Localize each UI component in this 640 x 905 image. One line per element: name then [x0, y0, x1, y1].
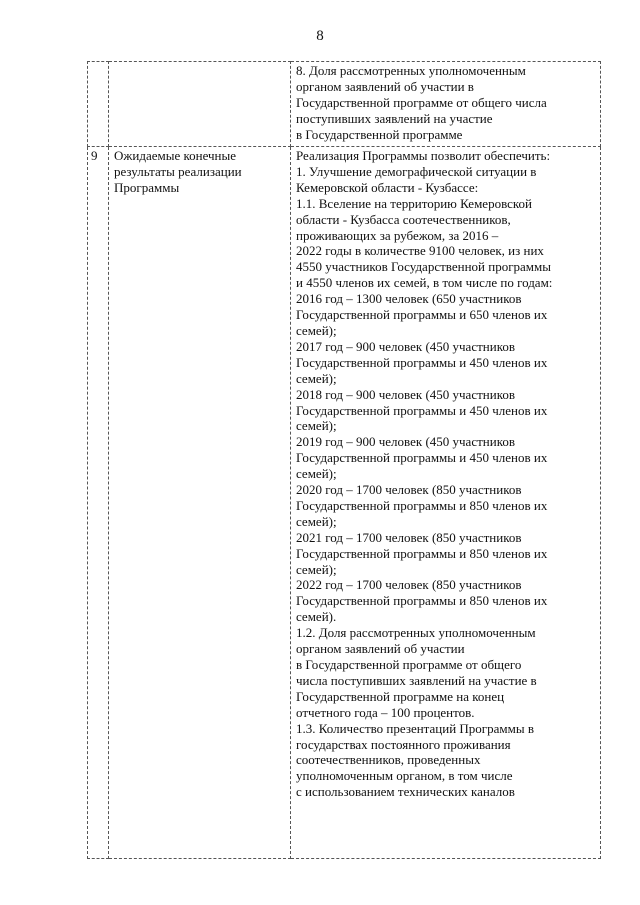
content-line: семей);	[296, 370, 337, 386]
content-line: уполномоченным органом, в том числе	[296, 768, 513, 784]
content-line: семей);	[296, 322, 337, 338]
content-line: 2016 год – 1300 человек (650 участников	[296, 291, 522, 307]
content-line: 2022 год – 1700 человек (850 участников	[296, 577, 522, 593]
content-line: 1.1. Вселение на территорию Кемеровской	[296, 195, 533, 211]
content-line: семей);	[296, 466, 337, 482]
content-line: 1. Улучшение демографической ситуации в	[296, 163, 537, 179]
content-line: Реализация Программы позволит обеспечить:	[296, 148, 551, 163]
content-line: 2021 год – 1700 человек (850 участников	[296, 529, 522, 545]
content-line: 2020 год – 1700 человек (850 участников	[296, 482, 522, 498]
content-line: семей);	[296, 418, 337, 434]
content-line: Государственной программе от общего числа	[296, 94, 547, 110]
content-line: 4550 участников Государственной программы	[296, 259, 551, 275]
content-line: 2018 год – 900 человек (450 участников	[296, 386, 515, 402]
content-line: проживающих за рубежом, за 2016 –	[296, 227, 499, 243]
program-table	[87, 61, 601, 859]
content-line: 8. Доля рассмотренных уполномоченным	[296, 63, 526, 78]
content-line: 1.2. Доля рассмотренных уполномоченным	[296, 625, 536, 641]
content-line: 2019 год – 900 человек (450 участников	[296, 434, 515, 450]
content-line: Государственной программы и 850 членов их	[296, 593, 548, 609]
row-name-cell	[109, 147, 291, 859]
row-content-cell	[291, 62, 601, 147]
table-row	[88, 147, 601, 859]
content-line: 1.3. Количество презентаций Программы в	[296, 720, 534, 736]
row-content-cell	[291, 147, 601, 859]
content-line: семей);	[296, 513, 337, 529]
content-line: Государственной программы и 450 членов их	[296, 450, 548, 466]
content-line: Государственной программе на конец	[296, 688, 505, 704]
content-line: области - Кузбасса соотечественников,	[296, 211, 511, 227]
content-line: органом заявлений об участии	[296, 641, 465, 657]
content-line: Государственной программы и 850 членов их	[296, 497, 548, 513]
content-line: числа поступивших заявлений на участие в	[296, 672, 537, 688]
content-line: и 4550 членов их семей, в том числе по годам:	[296, 275, 553, 291]
content-line: в Государственной программе	[296, 126, 463, 142]
content-line: Государственной программы и 450 членов их	[296, 402, 548, 418]
content-line: Кемеровской области - Кузбассе:	[296, 179, 479, 195]
name-line: Программы	[114, 179, 180, 195]
page-number: 8	[316, 28, 324, 44]
content-line: Государственной программы и 650 членов их	[296, 307, 548, 323]
content-line: в Государственной программе от общего	[296, 657, 522, 672]
table-row	[88, 62, 601, 147]
name-line: Ожидаемые конечные	[114, 148, 237, 163]
content-line: Государственной программы и 850 членов их	[296, 545, 548, 561]
content-line: органом заявлений об участии в	[296, 78, 474, 94]
content-line: 2017 год – 900 человек (450 участников	[296, 338, 515, 354]
row-number-cell: 9	[88, 147, 109, 859]
name-line: результаты реализации	[114, 163, 242, 179]
content-line: Государственной программы и 450 членов их	[296, 354, 548, 370]
content-line: с использованием технических каналов	[296, 784, 515, 800]
row-number-cell	[88, 62, 109, 147]
content-line: поступивших заявлений на участие	[296, 110, 493, 126]
content-line: соотечественников, проведенных	[296, 752, 481, 768]
content-line: государствах постоянного проживания	[296, 736, 511, 752]
content-line: отчетного года – 100 процентов.	[296, 704, 475, 720]
content-line: семей).	[296, 609, 337, 625]
content-line: 2022 годы в количестве 9100 человек, из них	[296, 243, 544, 259]
row-name-cell	[109, 62, 291, 147]
content-line: семей);	[296, 561, 337, 577]
